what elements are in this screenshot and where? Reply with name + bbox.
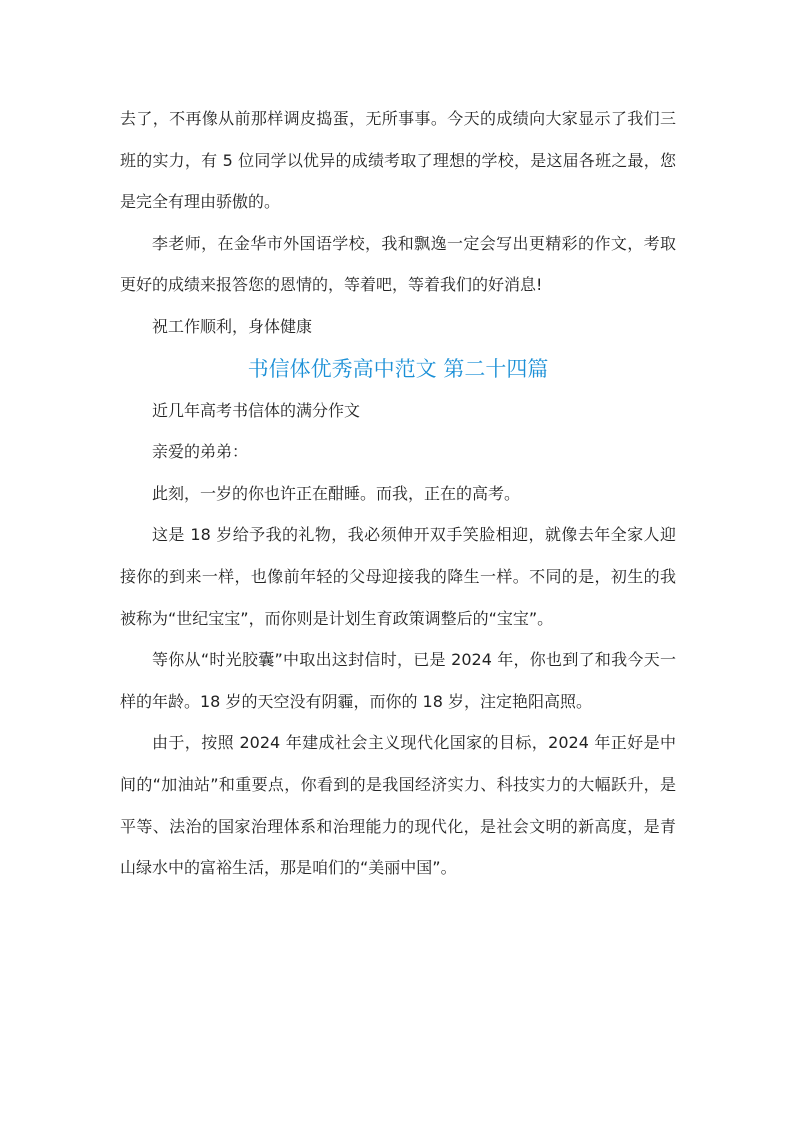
section-title: 书信体优秀高中范文 第二十四篇 <box>247 356 549 381</box>
paragraph-body: 等你从“时光胶囊”中取出这封信时，已是 2024 年，你也到了和我今天一样的年龄。18 岁的天空没有阴霾，而你的 18 岁，注定艳阳高照。 <box>120 650 676 711</box>
paragraph-salutation-wish: 祝工作顺利，身体健康 <box>152 316 313 336</box>
paragraph-greeting: 亲爱的弟弟： <box>152 442 249 462</box>
paragraph-body: 由于，按照 2024 年建成社会主义现代化国家的目标，2024 年正好是中间的“加油站”和重要点，你看到的是我国经济实力、科技实力的大幅跃升，是平等、法治的国家治理体系和治理能力的现代化，是社会文明的新高度，是青山绿水中的富裕生活，那是咱们的“美丽中国”。 <box>120 733 676 878</box>
paragraph-body: 这是 18 岁给予我的礼物，我必须伸开双手笑脸相迎，就像去年全家人迎接你的到来一样，也像前年轻的父母迎接我的降生一样。不同的是，初生的我被称为“世纪宝宝”，而你则是计划生育政策调整后的“宝宝”。 <box>120 525 676 628</box>
paragraph-subtitle: 近几年高考书信体的满分作文 <box>152 400 361 420</box>
paragraph-body: 此刻，一岁的你也许正在酣睡。而我，正在的高考。 <box>152 483 521 503</box>
document-page <box>120 98 676 889</box>
paragraph-closing-promise: 李老师，在金华市外国语学校，我和飘逸一定会写出更精彩的作文，考取更好的成绩来报答您的恩情的，等着吧，等着我们的好消息! <box>120 233 676 295</box>
paragraph-continuation: 去了，不再像从前那样调皮捣蛋，无所事事。今天的成绩向大家显示了我们三班的实力，有 5 位同学以优异的成绩考取了理想的学校，是这届各班之最，您是完全有理由骄傲的。 <box>120 109 676 212</box>
